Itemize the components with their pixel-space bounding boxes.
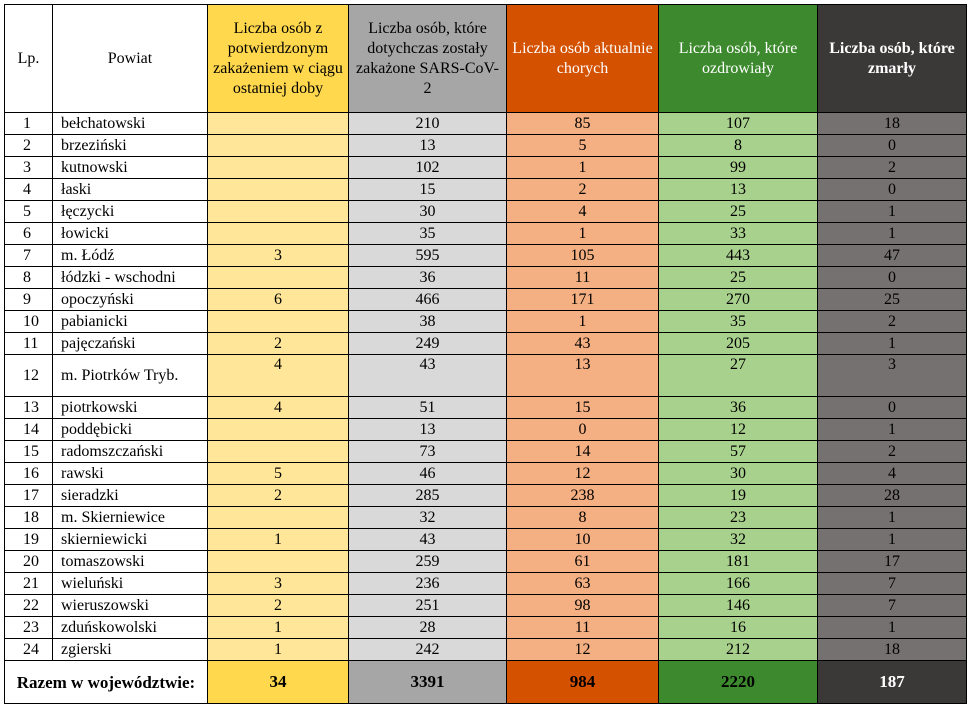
cell-recovered: 146 [659,595,818,617]
cell-new-cases: 5 [208,463,349,485]
cell-new-cases [208,179,349,201]
table-row [5,617,967,639]
cell-total-infected: 28 [349,617,507,639]
cell-total-infected: 210 [349,113,507,135]
cell-currently-sick: 98 [507,595,659,617]
table-row [5,113,967,135]
cell-currently-sick: 63 [507,573,659,595]
cell-powiat: kutnowski [53,157,208,179]
cell-recovered: 13 [659,179,818,201]
table-row [5,551,967,573]
cell-new-cases [208,223,349,245]
cell-deaths: 47 [818,245,967,267]
cell-recovered: 8 [659,135,818,157]
table-row [5,573,967,595]
cell-powiat: m. Skierniewice [53,507,208,529]
table-row [5,507,967,529]
cell-new-cases: 3 [208,245,349,267]
cell-powiat: opoczyński [53,289,208,311]
cell-currently-sick: 13 [507,355,659,397]
totals-row [5,661,967,704]
cell-total-infected: 38 [349,311,507,333]
cell-powiat: bełchatowski [53,113,208,135]
cell-currently-sick: 12 [507,639,659,661]
cell-recovered: 25 [659,201,818,223]
cell-lp: 5 [5,201,53,223]
table-row [5,595,967,617]
cell-recovered: 181 [659,551,818,573]
cell-currently-sick: 85 [507,113,659,135]
cell-currently-sick: 5 [507,135,659,157]
cell-powiat: m. Łódź [53,245,208,267]
cell-new-cases: 1 [208,529,349,551]
cell-deaths: 18 [818,113,967,135]
cell-total-infected: 285 [349,485,507,507]
cell-total-infected: 32 [349,507,507,529]
cell-new-cases [208,135,349,157]
cell-deaths: 1 [818,617,967,639]
table-row [5,397,967,419]
cell-currently-sick: 4 [507,201,659,223]
table-row [5,311,967,333]
table-row [5,463,967,485]
cell-lp: 21 [5,573,53,595]
cell-lp: 22 [5,595,53,617]
cell-powiat: pajęczański [53,333,208,355]
cell-new-cases [208,201,349,223]
cell-recovered: 57 [659,441,818,463]
cell-currently-sick: 43 [507,333,659,355]
cell-total-infected: 249 [349,333,507,355]
cell-deaths: 1 [818,201,967,223]
cell-new-cases: 4 [208,355,349,397]
cell-recovered: 270 [659,289,818,311]
cell-new-cases [208,113,349,135]
cell-total-infected: 236 [349,573,507,595]
cell-total-infected: 35 [349,223,507,245]
cell-lp: 9 [5,289,53,311]
cell-total-infected: 30 [349,201,507,223]
cell-total-infected: 466 [349,289,507,311]
totals-recovered: 2220 [659,661,818,704]
cell-recovered: 36 [659,397,818,419]
cell-powiat: m. Piotrków Tryb. [53,355,208,397]
cell-lp: 23 [5,617,53,639]
table-body [5,113,967,661]
cell-currently-sick: 1 [507,223,659,245]
table-row [5,179,967,201]
cell-lp: 16 [5,463,53,485]
cell-deaths: 1 [818,333,967,355]
cell-currently-sick: 14 [507,441,659,463]
cell-currently-sick: 171 [507,289,659,311]
cell-lp: 10 [5,311,53,333]
cell-lp: 15 [5,441,53,463]
cell-lp: 4 [5,179,53,201]
table-row [5,441,967,463]
cell-powiat: rawski [53,463,208,485]
cell-lp: 11 [5,333,53,355]
cell-deaths: 1 [818,419,967,441]
cell-currently-sick: 10 [507,529,659,551]
cell-new-cases [208,157,349,179]
totals-new-cases: 34 [208,661,349,704]
cell-lp: 3 [5,157,53,179]
covid-stats-table [4,4,967,704]
cell-recovered: 16 [659,617,818,639]
cell-lp: 8 [5,267,53,289]
cell-recovered: 99 [659,157,818,179]
cell-currently-sick: 12 [507,463,659,485]
cell-currently-sick: 61 [507,551,659,573]
cell-new-cases: 3 [208,573,349,595]
cell-lp: 14 [5,419,53,441]
cell-powiat: wieruszowski [53,595,208,617]
cell-recovered: 33 [659,223,818,245]
header-recovered: Liczba osób, które ozdrowiały [659,5,818,113]
cell-powiat: tomaszowski [53,551,208,573]
header-deaths: Liczba osób, które zmarły [818,5,967,113]
cell-powiat: łowicki [53,223,208,245]
totals-currently-sick: 984 [507,661,659,704]
table-row [5,485,967,507]
cell-powiat: łaski [53,179,208,201]
cell-deaths: 1 [818,507,967,529]
cell-lp: 17 [5,485,53,507]
table-row [5,135,967,157]
cell-deaths: 1 [818,529,967,551]
cell-currently-sick: 105 [507,245,659,267]
cell-recovered: 30 [659,463,818,485]
cell-new-cases [208,311,349,333]
header-lp: Lp. [5,5,53,113]
cell-deaths: 4 [818,463,967,485]
cell-powiat: sieradzki [53,485,208,507]
totals-total-infected: 3391 [349,661,507,704]
cell-recovered: 107 [659,113,818,135]
cell-recovered: 19 [659,485,818,507]
header-new-cases: Liczba osób z potwierdzonym zakażeniem w ciągu ostatniej doby [208,5,349,113]
table-row [5,157,967,179]
cell-powiat: brzeziński [53,135,208,157]
cell-new-cases [208,441,349,463]
cell-deaths: 0 [818,267,967,289]
cell-currently-sick: 1 [507,157,659,179]
cell-recovered: 23 [659,507,818,529]
cell-total-infected: 51 [349,397,507,419]
cell-currently-sick: 2 [507,179,659,201]
table-row [5,355,967,397]
table-row [5,419,967,441]
cell-recovered: 27 [659,355,818,397]
table-row [5,267,967,289]
cell-lp: 18 [5,507,53,529]
cell-deaths: 7 [818,573,967,595]
cell-deaths: 2 [818,157,967,179]
cell-deaths: 17 [818,551,967,573]
cell-powiat: pabianicki [53,311,208,333]
header-total-infected: Liczba osób, które dotychczas zostały zakażone SARS-CoV-2 [349,5,507,113]
cell-recovered: 32 [659,529,818,551]
cell-recovered: 12 [659,419,818,441]
table-row [5,333,967,355]
cell-recovered: 25 [659,267,818,289]
cell-deaths: 18 [818,639,967,661]
cell-recovered: 443 [659,245,818,267]
cell-powiat: skierniewicki [53,529,208,551]
header-currently-sick: Liczba osób aktualnie chorych [507,5,659,113]
cell-powiat: zgierski [53,639,208,661]
table-row [5,289,967,311]
table-row [5,245,967,267]
cell-new-cases: 1 [208,617,349,639]
cell-deaths: 2 [818,311,967,333]
cell-deaths: 3 [818,355,967,397]
cell-total-infected: 13 [349,135,507,157]
cell-currently-sick: 8 [507,507,659,529]
cell-powiat: łódzki - wschodni [53,267,208,289]
cell-currently-sick: 15 [507,397,659,419]
cell-lp: 6 [5,223,53,245]
header-powiat: Powiat [53,5,208,113]
cell-lp: 13 [5,397,53,419]
cell-new-cases: 1 [208,639,349,661]
cell-powiat: poddębicki [53,419,208,441]
cell-total-infected: 43 [349,355,507,397]
header-row [5,5,967,113]
cell-new-cases [208,419,349,441]
table-row [5,223,967,245]
cell-new-cases: 4 [208,397,349,419]
cell-deaths: 25 [818,289,967,311]
cell-new-cases: 2 [208,333,349,355]
cell-recovered: 166 [659,573,818,595]
cell-powiat: wieluński [53,573,208,595]
cell-total-infected: 36 [349,267,507,289]
cell-total-infected: 259 [349,551,507,573]
cell-new-cases [208,267,349,289]
table-row [5,201,967,223]
cell-new-cases: 2 [208,595,349,617]
cell-powiat: radomszczański [53,441,208,463]
cell-total-infected: 102 [349,157,507,179]
cell-total-infected: 73 [349,441,507,463]
cell-powiat: piotrkowski [53,397,208,419]
cell-powiat: zduńskowolski [53,617,208,639]
cell-deaths: 28 [818,485,967,507]
cell-currently-sick: 0 [507,419,659,441]
cell-deaths: 0 [818,135,967,157]
cell-deaths: 7 [818,595,967,617]
cell-currently-sick: 11 [507,267,659,289]
cell-new-cases [208,507,349,529]
cell-lp: 24 [5,639,53,661]
cell-total-infected: 242 [349,639,507,661]
cell-recovered: 212 [659,639,818,661]
cell-lp: 7 [5,245,53,267]
totals-label: Razem w województwie: [5,661,208,704]
cell-total-infected: 13 [349,419,507,441]
cell-lp: 12 [5,355,53,397]
cell-total-infected: 251 [349,595,507,617]
cell-total-infected: 15 [349,179,507,201]
cell-total-infected: 595 [349,245,507,267]
cell-lp: 1 [5,113,53,135]
cell-new-cases: 2 [208,485,349,507]
cell-deaths: 0 [818,397,967,419]
cell-new-cases: 6 [208,289,349,311]
cell-powiat: łęczycki [53,201,208,223]
cell-lp: 20 [5,551,53,573]
cell-recovered: 35 [659,311,818,333]
cell-currently-sick: 11 [507,617,659,639]
table-row [5,529,967,551]
cell-lp: 19 [5,529,53,551]
totals-deaths: 187 [818,661,967,704]
cell-total-infected: 46 [349,463,507,485]
cell-new-cases [208,551,349,573]
table-row [5,639,967,661]
cell-recovered: 205 [659,333,818,355]
cell-deaths: 0 [818,179,967,201]
cell-deaths: 2 [818,441,967,463]
cell-currently-sick: 238 [507,485,659,507]
cell-total-infected: 43 [349,529,507,551]
cell-deaths: 1 [818,223,967,245]
cell-currently-sick: 1 [507,311,659,333]
cell-lp: 2 [5,135,53,157]
